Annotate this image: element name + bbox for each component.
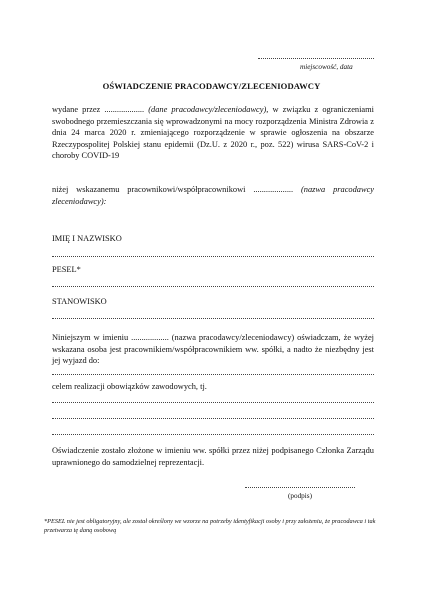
intro-paragraph [52,104,374,162]
intro-text: , w związku z ograniczeniami swobodnego przemieszczania się wprowadzonymi na mocy rozporządzenia Ministra Zdrowia z dnia 24 marca 2020 r. zmieniającego rozporządzenie w sprawie ogłoszenia na obszarze Rzeczypospolitej Polskiej stanu epidemii (Dz.U. z 2020 r., poz. 522) wirusa SARS-CoV-2 i choroby COVID-19 [52,105,374,161]
pesel-field[interactable] [52,286,374,287]
purpose-text: celem realizacji obowiązków zawodowych, tj. [52,382,207,391]
document-title: OŚWIADCZENIE PRACODAWCY/ZLECENIODAWCY [102,81,321,91]
intro-lead-italic: (dane pracodawcy/zleceniodawcy) [148,105,267,114]
place-date-line[interactable] [258,58,374,59]
statement-paragraph: Oświadczenie zostało złożone w imieniu ww. spółki przez niżej podpisanego Członka Zarządu uprawnionego do samodzielnej reprezentacji. [52,446,374,467]
duties-field-1[interactable] [52,402,374,403]
position-label: STANOWISKO [52,297,107,306]
declaration-paragraph: Niniejszym w imieniu .................. (nazwa pracodawcy/zleceniodawcy) oświadczam, że wyżej wskazana osoba jest pracownikiem/współpracownikiem ww. spółki, a nadto że niezbędny jest jej wyjazd do: [52,333,374,366]
name-field[interactable] [52,256,374,257]
intro-lead: wydane przez ................... [52,105,145,114]
recipient-lead: niżej wskazanemu pracownikowi/współpracownikowi ................... [52,185,294,194]
signature-caption: (podpis) [288,492,312,500]
pesel-footnote: *PESEL nie jest obligatoryjny, ale został określony we wzorze na potrzeby identyfikacji osoby i przy założeniu, że pracodawca i tak przetwarza tę daną osobową [44,518,376,534]
destination-field[interactable] [52,374,374,375]
name-label: IMIĘ I NAZWISKO [52,234,122,243]
place-date-caption: miejscowość, data [300,63,353,71]
duties-field-2[interactable] [52,418,374,419]
pesel-label: PESEL* [52,265,81,274]
duties-field-3[interactable] [52,434,374,435]
recipient-paragraph [52,184,374,207]
signature-line[interactable] [245,487,355,488]
position-field[interactable] [52,318,374,319]
recipient-lead-italic: (nazwa pracodawcy zleceniodawcy): [52,185,375,206]
